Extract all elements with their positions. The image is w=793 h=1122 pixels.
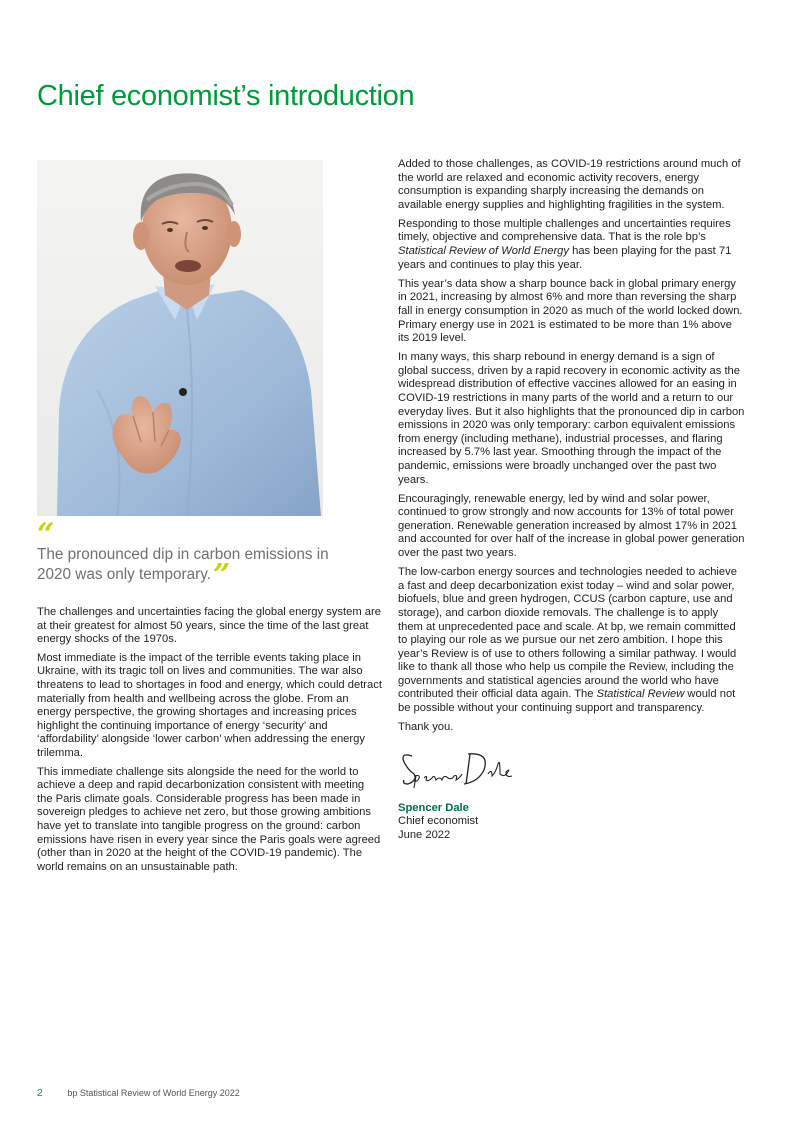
page-number: 2	[37, 1087, 43, 1099]
signoff-date: June 2022	[398, 828, 451, 841]
open-quote-mark-icon: “	[37, 517, 55, 552]
signature-image	[398, 744, 528, 794]
page-footer	[37, 1087, 240, 1099]
paragraph: Most immediate is the impact of the terrible events taking place in Ukraine, with its tragic toll on lives and communities. The war also threatens to lead to shortages in food and energy, which could detract materially from health and wellbeing across the globe. From an energy perspective, the growing shortages and increasing prices highlight the continuing importance of energy ‘security’ and ‘affordability’ alongside ‘lower carbon’ when addressing the energy trilemma.	[37, 651, 382, 759]
close-quote-mark-icon: ”	[213, 558, 231, 593]
closing-line: Thank you.	[398, 721, 454, 734]
pull-quote-text: The pronounced dip in carbon emissions in 2020 was only temporary.	[37, 546, 329, 583]
paragraph: Added to those challenges, as COVID-19 restrictions around much of the world are relaxed and economic activity recovers, energy consumption is expanding sharply increasing the demands on available energy supplies and highlighting fragilities in the system.	[398, 158, 741, 211]
signatory-name: Spencer Dale	[398, 801, 469, 814]
page-title: Chief economist’s introduction	[37, 80, 415, 112]
paragraph: The low-carbon energy sources and technologies needed to achieve a fast and deep decarbonization exist today – wind and solar power, biofuels, blue and green hydrogen, CCUS (carbon capture, use and storage), and carbon dioxide removals. The challenge is to apply them at unprecedented pace and scale. At bp, we remain committed to playing our role as we pursue our net zero ambition. I hope this year’s Review is of use to others following a similar pathway. I would like to thank all those who help us compile the Review, including the governments and statistical agencies around the world who have contributed their official data again. The Statistical Review would not be possible without your continuing support and transparency.	[398, 566, 737, 715]
paragraph: Encouragingly, renewable energy, led by wind and solar power, continued to grow strongly and now accounts for 13% of total power generation. Renewable generation increased by almost 17% in 2021 and accounted for over half of the increase in global power generation over the past two years.	[398, 492, 745, 560]
publication-title: bp Statistical Review of World Energy 2022	[67, 1088, 240, 1098]
paragraph: Responding to those multiple challenges and uncertainties requires timely, objective and comprehensive data. That is the role bp’s Statistical Review of World Energy has been playing for the past 71 years and continues to play this year.	[398, 217, 732, 271]
signatory-role: Chief economist	[398, 815, 479, 828]
paragraph: In many ways, this sharp rebound in energy demand is a sign of global success, driven by a rapid recovery in economic activity as the widespread distribution of effective vaccines allowed for an easing in COVID-19 restrictions in many parts of the world and a return to our everyday lives. But it also highlights that the pronounced dip in carbon emissions in 2020 was only temporary: carbon equivalent emissions from energy (including methane), industrial processes, and flaring increased by 5.7% last year. Smoothing through the impact of the pandemic, emissions were broadly unchanged over the past two years.	[398, 351, 745, 486]
right-column	[398, 158, 746, 843]
paragraph: This year’s data show a sharp bounce back in global primary energy in 2021, increasing by almost 6% and more than reversing the sharp fall in energy consumption in 2020 as much of the world locked down. Primary energy use in 2021 is estimated to be more than 1% above its 2019 level.	[398, 277, 743, 345]
portrait-photo	[37, 160, 323, 516]
paragraph: This immediate challenge sits alongside the need for the world to achieve a deep and rapid decarbonization consistent with meeting the Paris climate goals. Considerable progress has been made in sovereign pledges to achieve net zero, but those growing ambitions have yet to translate into tangible progress on the ground: carbon emissions have risen in every year since the Paris goals were agreed (other than in 2020 at the height of the COVID-19 pandemic). The world remains on an unsustainable path.	[37, 765, 381, 873]
left-column	[37, 606, 382, 879]
pull-quote	[37, 517, 337, 593]
paragraph: The challenges and uncertainties facing the global energy system are at their greatest for almost 50 years, since the time of the last great energy shocks of the 1970s.	[37, 606, 381, 646]
